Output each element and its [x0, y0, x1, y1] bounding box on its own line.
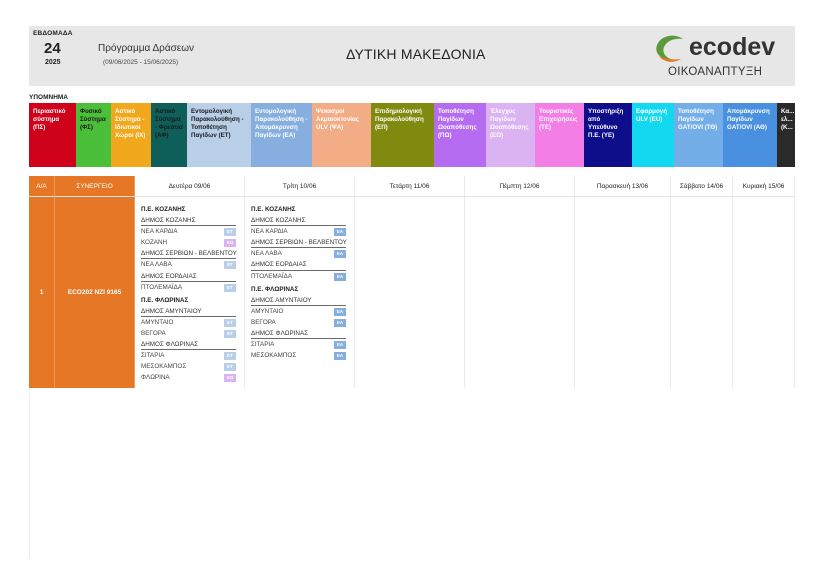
entry-text: ΝΕΑ ΚΑΡΔΙΑ — [251, 228, 288, 236]
entry-text: ΜΕΣΟΚΑΜΠΟΣ — [251, 352, 297, 360]
col-aa-header: Α/Α — [29, 176, 55, 197]
entry-text: ΝΕΑ ΛΑΒΑ — [251, 250, 282, 258]
day-entries — [135, 197, 244, 384]
schedule-table — [29, 176, 795, 388]
col-tuesday-cell — [245, 197, 355, 388]
entry-text: ΠΤΟΛΕΜΑΪΔΑ — [141, 283, 183, 291]
legend-item: Έλεγχος Παγίδων Ωοαπόθεσης (ΕΩ) — [486, 103, 535, 167]
logo-text: ecodev — [689, 33, 776, 61]
entry-text: ΔΗΜΟΣ ΕΟΡΔΑΙΑΣ — [251, 261, 307, 269]
col-saturday-header: Σάββατο 14/06 — [671, 176, 733, 197]
municipality-label — [141, 339, 236, 350]
entry-text: ΔΗΜΟΣ ΦΛΩΡΙΝΑΣ — [251, 330, 309, 338]
activity-badge: ΕΤ — [224, 261, 236, 269]
activity-badge: ΕΑ — [334, 352, 346, 360]
municipality-label — [141, 271, 236, 282]
regional-unit-label — [141, 295, 236, 306]
entry-text: ΒΕΓΟΡΑ — [141, 330, 166, 338]
entry-text: ΣΙΤΑΡΙΑ — [251, 341, 275, 349]
col-thursday-cell — [465, 197, 575, 388]
location-entry — [141, 282, 236, 293]
page-left-rule — [29, 388, 30, 558]
activity-badge: ΕΤ — [224, 330, 236, 338]
col-monday-header: Δευτέρα 09/06 — [135, 176, 245, 197]
entry-text: ΑΜΥΝΤΑΙΟ — [251, 307, 284, 315]
activity-badge: ΕΑ — [334, 319, 346, 327]
col-tuesday-header: Τρίτη 10/06 — [245, 176, 355, 197]
location-entry — [141, 361, 236, 372]
legend-item: Αστικό Σύστημα - Φρεάτια (ΑΦ) — [151, 103, 187, 167]
entry-text: ΔΗΜΟΣ ΑΜΥΝΤΑΙΟΥ — [141, 307, 202, 315]
day-entries — [245, 197, 354, 361]
col-aa-cell: 1 — [29, 197, 55, 388]
col-wednesday-cell — [355, 197, 465, 388]
ecodev-logo — [649, 29, 791, 83]
entry-text: Π.Ε. ΦΛΩΡΙΝΑΣ — [251, 285, 299, 293]
week-label: ΕΒΔΟΜΑΔΑ — [33, 30, 73, 37]
legend-title: ΥΠΟΜΝΗΜΑ — [29, 94, 68, 101]
legend — [29, 103, 795, 167]
program-dates: (09/06/2025 - 15/06/2025) — [103, 59, 179, 66]
legend-item: Ψεκασμοί Ακμαιοκτονίας ULV (ΨΑ) — [312, 103, 371, 167]
location-entry — [251, 271, 346, 282]
page-header — [29, 26, 795, 86]
entry-text: ΑΜΥΝΤΑΙΟ — [141, 318, 174, 326]
col-friday-cell — [575, 197, 671, 388]
legend-item: Εντομολογική Παρακολούθηση - Απομάκρυνση Παγίδων (ΕΑ) — [251, 103, 312, 167]
entry-text: ΔΗΜΟΣ ΚΟΖΑΝΗΣ — [141, 217, 196, 225]
table-header — [29, 176, 795, 197]
entry-text: ΔΗΜΟΣ ΣΕΡΒΙΩΝ - ΒΕΛΒΕΝΤΟΥ — [141, 250, 237, 258]
entry-text: ΣΙΤΑΡΙΑ — [141, 352, 165, 360]
col-friday-header: Παρασκευή 13/06 — [575, 176, 671, 197]
col-team-cell: ECO202 ΝΖΙ 9165 — [55, 197, 135, 388]
col-saturday-cell — [671, 197, 733, 388]
activity-badge: ΕΩ — [224, 374, 236, 382]
legend-item: Εντομολογική Παρακολούθηση - Τοποθέτηση Παγίδων (ΕΤ) — [187, 103, 251, 167]
regional-unit-label — [141, 204, 236, 215]
location-entry — [251, 317, 346, 328]
municipality-label — [251, 259, 346, 270]
activity-badge: ΕΑ — [334, 308, 346, 316]
entry-text: ΔΗΜΟΣ ΚΟΖΑΝΗΣ — [251, 217, 306, 225]
location-entry — [141, 226, 236, 237]
entry-text: ΝΕΑ ΚΑΡΔΙΑ — [141, 228, 178, 236]
entry-text: ΝΕΑ ΛΑΒΑ — [141, 261, 172, 269]
program-title: Πρόγραμμα Δράσεων — [98, 43, 195, 54]
regional-unit-label — [251, 284, 346, 295]
municipality-label — [251, 328, 346, 339]
activity-badge: ΕΑ — [334, 273, 346, 281]
entry-text: ΜΕΣΟΚΑΜΠΟΣ — [141, 363, 187, 371]
entry-text: ΒΕΓΟΡΑ — [251, 318, 276, 326]
logo-icon — [649, 29, 791, 67]
entry-text: ΔΗΜΟΣ ΣΕΡΒΙΩΝ - ΒΕΛΒΕΝΤΟΥ — [251, 239, 347, 247]
legend-item: Υποστήριξη από Υπεύθυνο Π.Ε. (ΥΕ) — [584, 103, 632, 167]
location-entry — [141, 317, 236, 328]
activity-badge: ΕΑ — [334, 228, 346, 236]
legend-item: Αστικό Σύστημα - Ιδιωτικοί Χώροι (ΙΧ) — [111, 103, 151, 167]
col-wednesday-header: Τετάρτη 11/06 — [355, 176, 465, 197]
location-entry — [141, 372, 236, 383]
entry-text: ΦΛΩΡΙΝΑ — [141, 374, 170, 382]
week-number: 24 — [44, 40, 61, 57]
entry-text: Π.Ε. ΚΟΖΑΝΗΣ — [251, 206, 296, 213]
location-entry — [251, 350, 346, 361]
logo-subtitle: ΟΙΚΟΑΝΑΠΤΥΞΗ — [668, 66, 763, 78]
location-entry — [251, 248, 346, 259]
legend-item: Τοποθέτηση Παγίδων GAT/OVI (ΤΘ) — [674, 103, 723, 167]
municipality-label — [251, 215, 346, 226]
entry-text: Π.Ε. ΦΛΩΡΙΝΑΣ — [141, 296, 189, 304]
entry-text: ΔΗΜΟΣ ΕΟΡΔΑΙΑΣ — [141, 272, 197, 280]
legend-item: Επιδημιολογική Παρακολούθηση (ΕΠ) — [371, 103, 434, 167]
activity-badge: ΕΤ — [224, 363, 236, 371]
municipality-label — [141, 306, 236, 317]
activity-badge: ΕΑ — [334, 250, 346, 258]
regional-unit-label — [251, 204, 346, 215]
municipality-label — [141, 248, 236, 259]
legend-item: Φυσικό Σύστημα (ΦΣ) — [76, 103, 111, 167]
legend-item: Κα... ελ... (Κ... — [777, 103, 795, 167]
location-entry — [251, 306, 346, 317]
activity-badge: ΕΑ — [334, 341, 346, 349]
municipality-label — [251, 237, 346, 248]
entry-text: Π.Ε. ΚΟΖΑΝΗΣ — [141, 206, 186, 213]
table-row — [29, 197, 795, 388]
activity-badge: ΕΤ — [224, 228, 236, 236]
legend-item: Περιαστικό σύστημα (ΠΣ) — [29, 103, 76, 167]
location-entry — [141, 237, 236, 248]
activity-badge: ΕΤ — [224, 319, 236, 327]
activity-badge: ΕΤ — [224, 352, 236, 360]
location-entry — [251, 226, 346, 237]
municipality-label — [141, 215, 236, 226]
col-thursday-header: Πέμπτη 12/06 — [465, 176, 575, 197]
legend-item: Τουριστικές Επιχειρήσεις (ΤΕ) — [535, 103, 584, 167]
legend-item: Απομάκρυνση Παγίδων GAT/OVI (ΑΘ) — [723, 103, 777, 167]
entry-text: ΔΗΜΟΣ ΑΜΥΝΤΑΙΟΥ — [251, 296, 312, 304]
location-entry — [141, 328, 236, 339]
col-sunday-cell — [733, 197, 795, 388]
activity-badge: ΕΩ — [224, 239, 236, 247]
municipality-label — [251, 295, 346, 306]
activity-badge: ΕΤ — [224, 284, 236, 292]
entry-text: ΠΤΟΛΕΜΑΪΔΑ — [251, 272, 293, 280]
col-team-header: ΣΥΝΕΡΓΕΙΟ — [55, 176, 135, 197]
entry-text: ΔΗΜΟΣ ΦΛΩΡΙΝΑΣ — [141, 341, 199, 349]
region-title: ΔΥΤΙΚΗ ΜΑΚΕΔΟΝΙΑ — [346, 46, 486, 62]
location-entry — [251, 339, 346, 350]
location-entry — [141, 350, 236, 361]
col-sunday-header: Κυριακή 15/06 — [733, 176, 795, 197]
col-monday-cell — [135, 197, 245, 388]
entry-text: ΚΟΖΑΝΗ — [141, 239, 168, 247]
location-entry — [141, 259, 236, 270]
legend-item: Εφαρμογή ULV (EU) — [632, 103, 674, 167]
legend-item: Τοποθέτηση Παγίδων Ωοαπόθεσης (ΠΩ) — [434, 103, 486, 167]
week-year: 2025 — [45, 59, 61, 66]
